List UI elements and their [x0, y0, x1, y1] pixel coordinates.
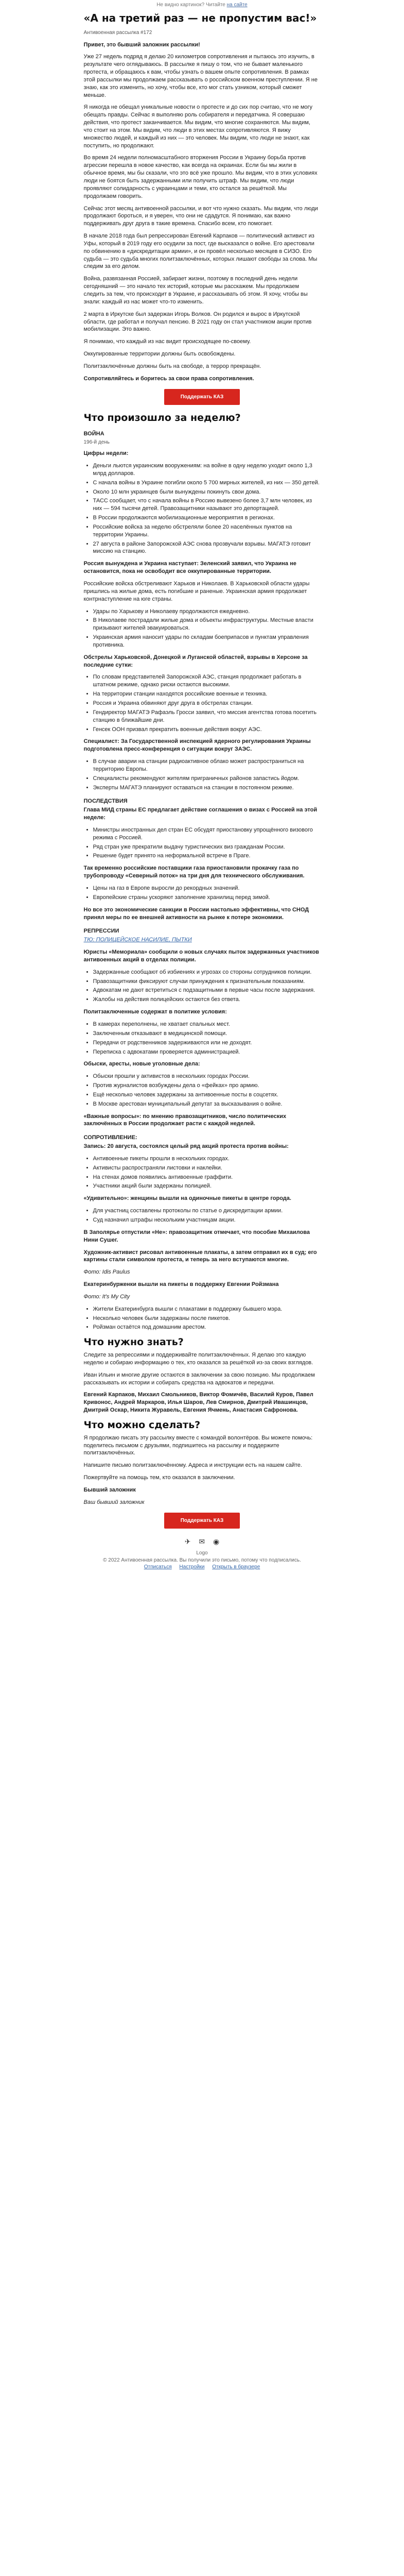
list-item: • В Николаеве пострадали жилые дома и объекты инфраструктуры. Местные власти призывают жителей эвакуироваться. [93, 617, 321, 632]
list-item: • Украинская армия наносит удары по складам боеприпасов и пунктам управления противника. [93, 634, 321, 649]
list-item: • В случае аварии на станции радиоактивное облако может распространиться на территорию Европы. [93, 758, 321, 773]
resist-title: СОПРОТИВЛЕНИЕ: [83, 1134, 137, 1141]
repression-sub[interactable]: ТЮ: ПОЛИЦЕЙСКОЕ НАСИЛИЕ, ПЫТКИ [83, 937, 192, 943]
list-item: • Обыски прошли у активистов в нескольких городах России. [93, 1073, 321, 1080]
intro-paragraph: Война, развязанная Россией, забирает жизни, поэтому в последний день недели сегодняшний — это начало тех историй, которые мы расскажем. Мы продолжаем следить за тем, что происходит в Украине, и рассказывать об этом. Я хочу, чтобы вы знали: каждый из нас может что-то изменить. [83, 276, 308, 305]
lawyer-title: В Заполярье отпустили «Не»: правозащитник отмечает, что пособие Михаилова Нини Сушег. [83, 1229, 310, 1243]
russia-line: Россия вынуждена и Украина наступает: Зеленский заявил, что Украина не остановится, пока не освободит все оккупированные территории. [83, 561, 296, 575]
women-text: «Удивительно»: женщины вышли на одиночные пикеты в центре города. [83, 1195, 291, 1202]
list-item: • Участники акций были задержаны полицией. [93, 1182, 321, 1190]
after-list [84, 826, 321, 860]
search-title: Обыски, аресты, новые уголовные дела: [83, 1061, 200, 1067]
yekat-list [84, 1306, 321, 1332]
courts-list [84, 1021, 321, 1056]
west-list [84, 608, 321, 649]
yekat-title: Екатеринбурженки вышли на пикеты в поддержку Евгении Ройзмана [83, 1281, 279, 1288]
mail-icon[interactable]: ✉ [199, 1537, 205, 1546]
list-item: • Российские войска за неделю обстреляли более 20 населённых пунктов на территории Украины. [93, 523, 321, 539]
repression-list [84, 969, 321, 1004]
list-item: • Адвокатам не дают встретиться с подзащитными в первые часы после задержания. [93, 987, 321, 994]
list-item: • Около 10 млн украинцев были вынуждены покинуть свои дома. [93, 488, 321, 496]
view-online-bar [0, 0, 404, 9]
after-title: ПОСЛЕДСТВИЯ [83, 798, 128, 805]
support-button-wrap-bottom [84, 1513, 321, 1529]
search-list [84, 1073, 321, 1108]
list-item: • ТАСС сообщает, что с начала войны в Россию вывезено более 3,7 млн человек, из них — 594 тысячи детей. Правозащитники называют это депортацией. [93, 497, 321, 513]
list-item: • Ещё несколько человек задержаны за антивоенные посты в соцсетях. [93, 1091, 321, 1099]
zap-list [84, 673, 321, 733]
list-item: • Эксперты МАГАТЭ планируют оставаться на станции в постоянном режиме. [93, 784, 321, 792]
intro-paragraph: Оккупированные территории должны быть освобождены. [83, 351, 236, 358]
list-item: • Гендиректор МАГАТЭ Рафаэль Гросси заявил, что миссия агентства готова посетить станцию в ближайшие дни. [93, 709, 321, 724]
list-item: • Удары по Харькову и Николаеву продолжаются ежедневно. [93, 608, 321, 616]
repression-title: РЕПРЕССИИ [83, 928, 119, 935]
know-paragraph: Иван Ильин и многие другие остаются в заключении за свою позицию. Мы продолжаем рассказывать их истории и собирать средства на адвокатов и передачи. [83, 1371, 315, 1386]
unsubscribe-link[interactable]: Отписаться [144, 1564, 172, 1570]
list-item: • Заключенным отказывают в медицинской помощи. [93, 1030, 321, 1038]
list-item: • По словам представителей Запорожской АЭС, станция продолжает работать в штатном режиме, однако риски остаются высокими. [93, 673, 321, 689]
iaea-text: Специалист: За Государственной инспекцией ядерного регулирования Украины подготовлена пресс-конференция о ситуации вокруг ЗАЭС. [83, 738, 311, 753]
intro-paragraph: Я понимаю, что каждый из нас видит происходящее по-своему. [83, 338, 251, 345]
list-item: • Генсек ООН призвал прекратить военные действия вокруг АЭС. [93, 726, 321, 734]
more-text: Но все это экономические санкции в России настолько эффективны, что СНОД принял меры по ее внешней активности на рынке к потере экономики. [83, 906, 309, 921]
prisoners-list: Евгений Карпаков, Михаил Смольников, Виктор Фомичёв, Василий Куров, Павел Кривонос, Андрей Маркаров, Илья Шаров, Лев Смирнов, Дмитрий Ивашинцов, Дмитрий Оскар, Никита Журавель, Евгения Ячмень, Анастасия Сафронова. [83, 1392, 313, 1414]
list-item: • Переписка с адвокатами проверяется администрацией. [93, 1048, 321, 1056]
zap-intro: Обстрелы Харьковской, Донецкой и Луганской областей, взрывы в Херсоне за последние сутки: [83, 654, 308, 668]
resist-text: Запись: 20 августа, состоялся целый ряд акций протеста против войны: [83, 1143, 289, 1150]
list-item: • Решение будет принято на неформальной встрече в Праге. [93, 852, 321, 860]
iaea-list [84, 758, 321, 791]
settings-link[interactable]: Настройки [179, 1564, 205, 1570]
numbers-list [84, 462, 321, 555]
footer-logo: Logo [196, 1550, 208, 1556]
list-item: • Суд назначил штрафы нескольким участницам акции. [93, 1216, 321, 1224]
support-button-wrap [84, 389, 321, 405]
after-intro: Глава МИД страны ЕС предлагает действие соглашения о визах с Россией на этой неделе: [83, 807, 318, 821]
greeting: Привет, это бывший заложник рассылки! [83, 41, 200, 48]
view-online-prefix: Не видно картинок? Читайте [156, 2, 227, 8]
list-item: • В России продолжаются мобилизационные мероприятия в регионах. [93, 514, 321, 522]
browser-link[interactable]: Открыть в браузере [212, 1564, 260, 1570]
list-item: • Для участниц составлены протоколы по статье о дискредитации армии. [93, 1207, 321, 1215]
list-item: • Активисты распространяли листовки и наклейки. [93, 1164, 321, 1172]
list-item: • Правозащитники фиксируют случаи принуждения к признательным показаниям. [93, 978, 321, 986]
gas-list [84, 885, 321, 902]
signature: Ваш бывший заложник [83, 1499, 145, 1505]
section-heading-week: Что произошло за неделю? [83, 412, 241, 424]
intro-paragraph: Я никогда не обещал уникальные новости о протесте и до сих пор считаю, что не могу обещать правды. Сейчас я выполняю роль собирателя и передатчика. Я совершаю действия, что протест заканчивается. Мы видим, что многие сохраняются. Мы видим, что стоит на этом. Мы видим, что люди в этих местах сопротивляются. Я вижу множество людей, и каждый из них — это человек. Мы видим, что люди не знают, как поступить, но продолжают. [83, 104, 313, 149]
list-item: • В Москве арестован муниципальный депутат за высказывания о войне. [93, 1100, 321, 1108]
know-paragraph: Следите за репрессиями и поддерживайте политзаключённых. Я делаю это каждую неделю и собираю информацию о тех, кто оказался за решёткой из-за своих взглядов. [83, 1352, 313, 1366]
list-item: • Европейские страны ускоряют заполнение хранилищ перед зимой. [93, 894, 321, 902]
intro-paragraph: В начале 2018 года был репрессирован Евгений Карпаков — политический активист из Уфы, который в 2019 году его осудили за пост, где высказался о войне. Его арестовали по обвинению в «дискредитации армии», и он провёл несколько месяцев в СИЗО. Его судьба — это судьба многих политзаключённых, которых лишают свободы за слова. Мы следим за его делом. [83, 233, 318, 270]
do-paragraph: Пожертвуйте на помощь тем, кто оказался в заключении. [83, 1475, 235, 1481]
list-item: • Специалисты рекомендуют жителям приграничных районов запастись йодом. [93, 775, 321, 783]
list-item: • Задержанные сообщают об избиениях и угрозах со стороны сотрудников полиции. [93, 969, 321, 976]
issue-number: Антивоенная рассылка #172 [83, 30, 152, 36]
view-online-link[interactable]: на сайте [226, 2, 248, 8]
list-item: • Цены на газ в Европе выросли до рекордных значений. [93, 885, 321, 892]
list-item: • Несколько человек были задержаны после пикетов. [93, 1315, 321, 1323]
list-item: • Деньги льются украинским вооружениям: на войне в одну неделю уходит около 1,3 млрд долларов. [93, 462, 321, 478]
globe-icon[interactable]: ◉ [213, 1537, 220, 1546]
courts-text: Политзаключенные содержат в политике условия: [83, 1009, 227, 1015]
list-item: • 27 августа в районе Запорожской АЭС снова прозвучали взрывы. МАГАТЭ готовит миссию на станцию. [93, 540, 321, 556]
section-heading-know: Что нужно знать? [83, 1336, 184, 1348]
numbers-title: Цифры недели: [83, 450, 129, 457]
intro-call: Сопротивляйтесь и боритесь за свои права сопротивления. [83, 375, 254, 382]
list-item: • Министры иностранных дел стран ЕС обсудят приостановку упрощённого визового режима с Россией. [93, 826, 321, 842]
list-item: • Антивоенные пикеты прошли в нескольких городах. [93, 1155, 321, 1163]
photo-credit: Фото: It's My City [83, 1293, 130, 1300]
repression-text: Юристы «Мемориала» сообщили о новых случаях пыток задержанных участников антивоенных акций в отделах полиции. [83, 949, 319, 963]
gas-text: Так временно российские поставщики газа приостановили прокачку газа по трубопроводу «Северный поток» на три дня для технического обслуживания. [83, 865, 305, 879]
west-intro: Российские войска обстреливают Харьков и Николаев. В Харьковской области удары пришлись на жилые дома, есть погибшие и раненые. Украинская армия продолжает контрнаступление на юге страны. [83, 581, 310, 602]
list-item: • На стенах домов появились антивоенные граффити. [93, 1174, 321, 1181]
signature-label: Бывший заложник [83, 1487, 136, 1494]
footer-text: © 2022 Антивоенная рассылка. Вы получили это письмо, потому что подписались. [103, 1557, 301, 1563]
do-paragraph: Я продолжаю писать эту рассылку вместе с командой волонтёров. Вы можете помочь: поделитесь письмом с друзьями, подпишитесь на рассылку и поддержите политзаключённых. [83, 1434, 313, 1456]
do-paragraph: Напишите письмо политзаключённому. Адреса и инструкции есть на нашем сайте. [83, 1462, 302, 1469]
list-item: • В камерах переполнены, не хватает спальных мест. [93, 1021, 321, 1028]
footer-links [84, 1564, 321, 1571]
women-list [84, 1207, 321, 1224]
list-item: • С начала войны в Украине погибли около 5 700 мирных жителей, из них — 350 детей. [93, 479, 321, 487]
list-item: • Жители Екатеринбурга вышли с плакатами в поддержку бывшего мэра. [93, 1306, 321, 1313]
intro-paragraph: Во время 24 недели полномасштабного вторжения России в Украину борьба против агрессии перешла в новое качество, как всегда на окраинах. Если бы мы жили в обычное время, мы бы сказали, что это всё уже прошло. Мы видим, что в этих условиях люди не боятся быть задержанными или получить штраф. Мы видим, что люди проявляют солидарность с украинцами и теми, кто остался за решёткой. Мы продолжаем говорить. [83, 155, 318, 199]
list-item: • На территории станции находятся российские военные и техника. [93, 690, 321, 698]
intro-paragraph: Уже 27 недель подряд я делаю 20 километров сопротивления и пытаюсь это изучить, в результате чего оглядываюсь. В рассылке я пишу о том, что не бывает маленького протеста, и обращаюсь к вам, чтобы узнать о вашем опыте сопротивления. В рамках этой рассылки мы продолжаем рассказывать о российском военном преступлении. Я не знаю, как это изменить, но хочу, чтобы все, кто мог стать узником, который сможет меньше. [83, 54, 318, 98]
social-icons [84, 1537, 321, 1547]
list-item: • Жалобы на действия полицейских остаются без ответа. [93, 996, 321, 1004]
email-column [84, 12, 321, 1571]
telegram-icon[interactable]: ✈ [184, 1537, 191, 1546]
email-title: «А на третий раз — не пропустим вас!» [83, 12, 317, 24]
intro-paragraph: Сейчас этот месяц антивоенной рассылки, и вот что нужно сказать. Мы видим, что люди продолжают бороться, и я уверен, что они не сдадутся. Я понимаю, как важно поддерживать друг друга в такие времена. Спасибо всем, кто помогает. [83, 205, 318, 227]
list-item: • Против журналистов возбуждены дела о «фейках» про армию. [93, 1082, 321, 1090]
support-button-bottom[interactable]: Поддержать КАЗ [164, 1513, 240, 1529]
list-item: • Передачи от родственников задерживаются или не доходят. [93, 1039, 321, 1047]
war-title: ВОЙНА [83, 430, 104, 437]
list-item: • Россия и Украина обвиняют друг друга в обстрелах станции. [93, 700, 321, 707]
resist-list [84, 1155, 321, 1190]
support-button[interactable]: Поддержать КАЗ [164, 389, 240, 405]
list-item: • Ройзман остаётся под домашним арестом. [93, 1324, 321, 1331]
quote-text: «Важные вопросы»: по мнению правозащитников, число политических заключённых в России продолжает расти с каждой неделей. [83, 1113, 287, 1127]
footer [84, 1537, 321, 1570]
lawyer-text: Художник-активист рисовал антивоенные плакаты, а затем отправил их в суд; его картины стали символом протеста, и теперь за него вступаются многие. [83, 1249, 317, 1263]
list-item: • Ряд стран уже прекратили выдачу туристических виз гражданам России. [93, 843, 321, 851]
intro-paragraph: Политзаключённые должны быть на свободе, а террор прекращён. [83, 363, 261, 369]
photo-credit: Фото: Idis Paulus [83, 1269, 130, 1276]
intro-paragraph: 2 марта в Иркутске был задержан Игорь Волков. Он родился и вырос в Иркутской области, где работал и получал пенсию. В 2021 году он стал участником акции против мобилизации. Это важно. [83, 311, 312, 333]
war-day: 196-й день [83, 439, 110, 445]
section-heading-do: Что можно сделать? [83, 1419, 201, 1431]
